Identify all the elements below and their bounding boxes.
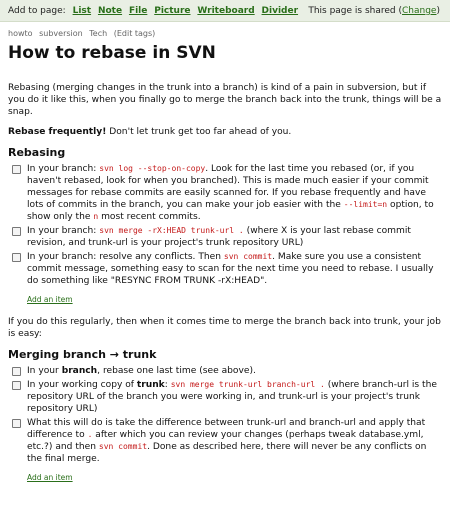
item-code: svn log --stop-on-copy [99,164,206,173]
list-item [8,365,444,377]
item-text: option, to show only the [27,200,434,222]
sharing-status-close: ) [436,6,440,16]
item-text: after which you can review your changes (perhaps tweak database.yml, etc.?) and then [27,430,424,452]
add-picture-link[interactable]: Picture [154,6,191,16]
add-to-page-label: Add to page: [8,6,66,16]
add-item-link[interactable]: Add an item [27,473,73,482]
item-text: In your branch: [27,164,100,174]
item-text: most recent commits. [98,212,201,222]
page-title: How to rebase in SVN [8,43,216,63]
list-item [8,225,444,249]
intro-paragraph: Rebasing (merging changes in the trunk into a branch) is kind of a pain in subversion, but if you do it like this, when you finally go to merge the branch back into the trunk, things will be a snap. [8,83,442,117]
tag-subversion[interactable]: subversion [39,29,83,38]
item-code: . [87,430,93,439]
item-checkbox[interactable] [12,227,21,236]
item-text: In your working copy of [27,380,137,390]
item-code: svn merge trunk-url branch-url . [170,380,325,389]
add-list-link[interactable]: List [72,6,92,16]
item-text: , rebase one last time (see above). [97,366,256,376]
tip-paragraph [8,126,444,138]
item-text: : [164,380,171,390]
item-text: . Make sure you use a consistent commit message, something easy to scan for the next time you need to rebase. I usually do something like "RESYNC FROM TRUNK -rX:HEAD". [27,252,434,286]
list-item [8,379,444,415]
add-writeboard-link[interactable]: Writeboard [197,6,255,16]
item-checkbox[interactable] [12,367,21,376]
page-content [8,82,444,494]
add-item-link[interactable]: Add an item [27,295,73,304]
item-text: . Look for the last time you rebased (or, if you haven't rebased, look for when you branched). This is made much easier if your commit messages for rebase commits are easily scanned for. If you rebase frequently and have lots of commits in the branch, you can make your job easier with the [27,164,429,210]
page-toolbar [0,0,450,22]
rebasing-list [8,163,444,287]
item-bold: trunk [136,380,165,390]
list-item [8,417,444,465]
item-text: (where X is your last rebase commit revision, and trunk-url is your project's trunk repository URL) [27,226,411,248]
tip-text: Don't let trunk get too far ahead of you. [106,127,292,137]
item-checkbox[interactable] [12,419,21,428]
item-text: . Done as described here, there will never be any conflicts on the final merge. [27,442,427,464]
rebasing-heading: Rebasing [8,146,66,159]
item-checkbox[interactable] [12,253,21,262]
merging-list [8,365,444,465]
item-text: In your branch: resolve any conflicts. Then [27,252,224,262]
add-note-link[interactable]: Note [97,6,123,16]
tag-tech[interactable]: Tech [89,29,108,38]
item-code: svn commit [223,252,273,261]
item-checkbox[interactable] [12,381,21,390]
tip-bold: Rebase frequently! [8,127,107,137]
edit-tags-link[interactable]: (Edit tags) [113,29,156,38]
tag-list [8,29,159,38]
item-bold: branch [61,366,98,376]
add-divider-link[interactable]: Divider [261,6,299,16]
item-text: What this will do is take the difference between trunk-url and branch-url and apply that difference to [27,418,426,440]
add-file-link[interactable]: File [128,6,148,16]
sharing-status-text: This page is shared ( [308,6,403,16]
item-code: svn commit [98,442,148,451]
item-code: svn merge -rX:HEAD trunk-url . [99,226,244,235]
item-text: (where branch-url is the repository URL of the branch you were working in, and trunk-url is your project's trunk repository URL) [27,380,437,414]
item-checkbox[interactable] [12,165,21,174]
item-code: --limit=n [343,200,388,209]
middle-paragraph: If you do this regularly, then when it comes time to merge the branch back into trunk, your job is easy: [8,317,441,339]
sharing-status [308,0,440,22]
item-code: n [93,212,99,221]
change-sharing-link[interactable]: Change [402,6,437,16]
list-item [8,251,444,287]
tag-howto[interactable]: howto [8,29,33,38]
merging-heading: Merging branch → trunk [8,348,157,361]
item-text: In your branch: [27,226,100,236]
list-item [8,163,444,223]
item-text: In your [27,366,62,376]
